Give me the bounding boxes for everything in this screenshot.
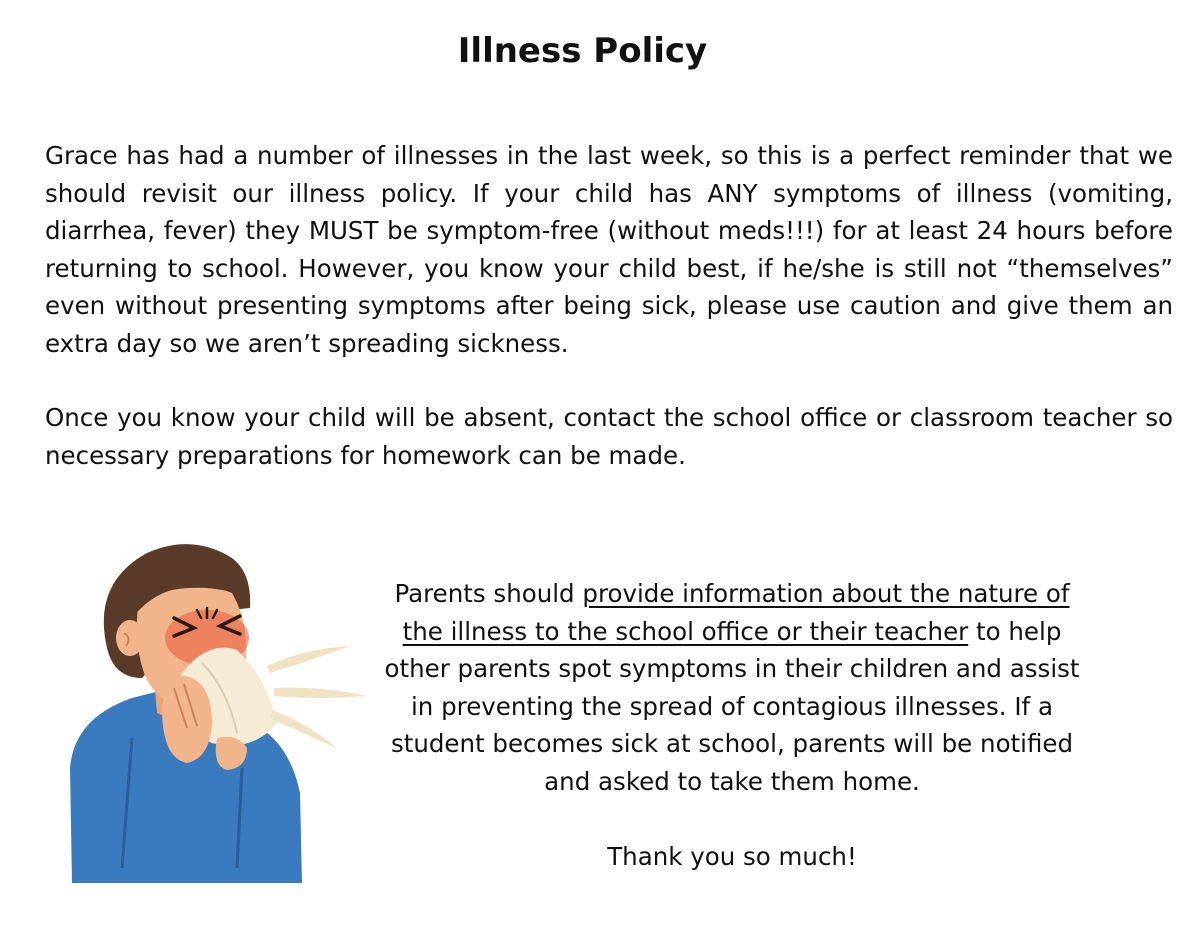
closing-text: Thank you so much! xyxy=(607,842,857,871)
callout-lead: Parents should xyxy=(394,579,583,608)
callout-paragraph xyxy=(372,575,1092,800)
intro-paragraph: Grace has had a number of illnesses in the last week, so this is a perfect reminder that we should revisit our illness policy. If your child has ANY symptoms of illness (vomiting, diarrhea, fever) they MUST be symptom-free (without meds!!!) for at least 24 hours before returning to school. However, you know your child best, if he/she is still not “themselves” even without presenting symptoms after being sick, please use caution and give them an extra day so we aren’t spreading sickness. xyxy=(45,141,1173,358)
sneezing-person-icon xyxy=(62,538,372,886)
callout-rest: to help other parents spot symptoms in their children and assist in preventing the spread of contagious illnesses. If a student becomes sick at school, parents will be notified and asked to take them home. xyxy=(384,616,1080,796)
page-title: Illness Policy xyxy=(457,31,708,71)
callout-underlined: provide information about the nature of the illness to the school office or their teacher xyxy=(402,579,1070,646)
contact-paragraph: Once you know your child will be absent, contact the school office or classroom teacher so necessary preparations for homework can be made. xyxy=(45,403,1173,470)
sneezing-person-illustration xyxy=(62,538,372,886)
